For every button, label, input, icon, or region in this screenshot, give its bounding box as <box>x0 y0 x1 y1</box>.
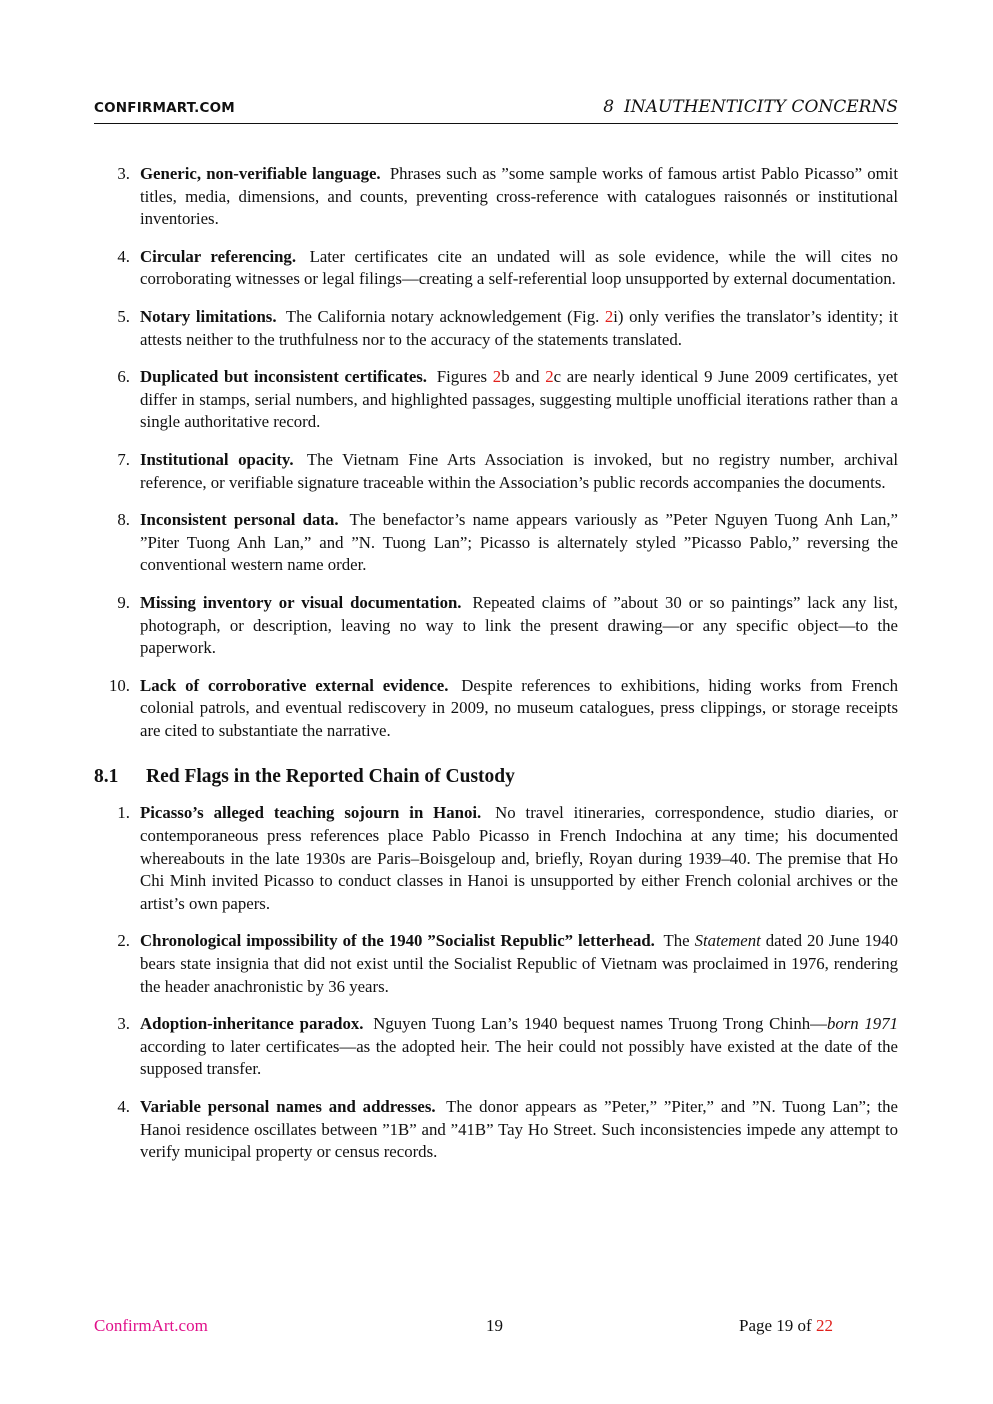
running-header <box>94 97 898 124</box>
header-section-name: INAUTHENTICITY CONCERNS <box>624 97 898 117</box>
list-item-number: 1. <box>117 803 130 823</box>
figure-link[interactable]: 2 <box>604 306 614 326</box>
list-item-text: c are nearly identical 9 June 2009 certificates, yet differ in stamps, serial numbers, and highlighted passages, suggesting multiple unofficial iterations rather than a single authoritative record. <box>140 367 898 432</box>
list-item-number: 2. <box>117 931 130 951</box>
footer-page-count <box>739 1316 833 1336</box>
list-item <box>94 802 898 915</box>
list-item-text: according to later certificates—as the adopted heir. The heir could not possibly have existed at the date of the supposed transfer. <box>140 1036 898 1079</box>
list-item-text: Despite references to exhibitions, hiding works from French colonial patrols, and eventual rediscovery in 2009, no museum catalogues, press clippings, or storage receipts are cited to substantiate the narrative. <box>140 675 898 740</box>
list-item-lead: Circular referencing. <box>140 246 297 266</box>
list-item-text: dated 20 June 1940 bears state insignia that did not exist until the Socialist Republic of Vietnam was proclaimed in 1976, rendering the header anachronistic by 36 years. <box>140 931 898 996</box>
list-item-lead: Notary limitations. <box>140 306 277 326</box>
list-item-text: The <box>663 931 695 951</box>
list-item-lead: Variable personal names and addresses. <box>140 1097 436 1116</box>
figure-link[interactable]: 2 <box>492 367 502 387</box>
list-item <box>94 509 898 577</box>
header-section-title <box>603 97 898 117</box>
figure-link[interactable]: 2 <box>545 367 554 387</box>
list-item-text: The California notary acknowledgement (Fig. <box>285 306 605 326</box>
list-item-text: The donor appears as ”Peter,” ”Piter,” and ”N. Tuong Lan”; the Hanoi residence oscillates between ”1B” and ”41B” Tay Ho Street. Such inconsistencies impede any attempt to verify municipal property or census records. <box>140 1097 898 1162</box>
list-item <box>94 163 898 231</box>
list-item-text: i) only verifies the translator’s identity; it attests neither to the truthfulness nor to the accuracy of the statements translated. <box>140 306 898 349</box>
list-item-number: 8. <box>117 510 130 530</box>
list-item <box>94 449 898 494</box>
list-item-lead: Inconsistent personal data. <box>140 510 339 530</box>
section-heading <box>94 764 898 790</box>
page-footer <box>94 1316 898 1340</box>
footer-page-total-link[interactable]: 22 <box>815 1316 833 1335</box>
list-item-text: Later certificates cite an undated will as sole evidence, while the will cites no corroborating witnesses or legal filings—creating a self-referential loop unsupported by external documentation. <box>140 246 898 289</box>
list-item <box>94 366 898 434</box>
list-item-lead: Institutional opacity. <box>140 449 294 469</box>
list-item-text: The benefactor’s name appears variously as ”Peter Nguyen Tuong Anh Lan,” ”Piter Tuong Anh Lan,” and ”N. Tuong Lan”; Picasso is alternately styled ”Picasso Pablo,” reversing the conventional western name order. <box>140 510 898 575</box>
list-item <box>94 675 898 743</box>
list-item-text: Figures <box>436 367 493 387</box>
list-item <box>94 246 898 291</box>
list-item-lead: Lack of corroborative external evidence. <box>140 675 449 695</box>
main-content <box>94 163 898 1179</box>
list-item-number: 6. <box>117 367 130 387</box>
section-number: 8.1 <box>94 766 119 788</box>
list-item-lead: Duplicated but inconsistent certificates. <box>140 367 428 387</box>
list-item-emphasis: Statement <box>694 931 761 951</box>
list-item-number: 4. <box>117 246 130 266</box>
list-item <box>94 592 898 660</box>
list-item-number: 3. <box>117 1014 130 1034</box>
list-item-lead: Missing inventory or visual documentation. <box>140 592 462 612</box>
list-item-text: Repeated claims of ”about 30 or so paintings” lack any list, photograph, or description, leaving no way to link the present drawing—or any specific object—to the paperwork. <box>140 592 899 658</box>
list-item-number: 5. <box>117 306 130 326</box>
list-item-lead: Generic, non-verifiable language. <box>140 164 381 183</box>
list-item-text: No travel itineraries, correspondence, studio diaries, or contemporaneous press references place Pablo Picasso in French Indochina at any time; his documented whereabouts in the late 1930s are Paris–Boisgeloup and, briefly, Royan during 1939–40. The premise that Ho Chi Minh invited Picasso to conduct classes in Hanoi is unsupported by either French colonial archives or the artist’s own papers. <box>140 803 899 913</box>
list-item-number: 9. <box>117 592 130 612</box>
list-item-text: Phrases such as ”some sample works of famous artist Pablo Picasso” omit titles, media, dimensions, and counts, preventing cross-reference with catalogues raisonnés or institutional inventories. <box>140 164 898 229</box>
list-item-text: b and <box>501 367 546 387</box>
list-item-text: The Vietnam Fine Arts Association is invoked, but no registry number, archival reference, or verifiable signature traceable within the Association’s public records accompanies the documents. <box>140 449 898 492</box>
list-item <box>94 930 898 998</box>
list-item <box>94 306 898 351</box>
list-item-lead: Adoption-inheritance paradox. <box>140 1014 364 1034</box>
header-section-number: 8 <box>603 97 615 117</box>
list-item-lead: Picasso’s alleged teaching sojourn in Hanoi. <box>140 803 482 823</box>
list-item <box>94 1096 898 1164</box>
list-item-emphasis: born 1971 <box>826 1014 898 1034</box>
list-item-text: Nguyen Tuong Lan’s 1940 bequest names Truong Trong Chinh— <box>373 1014 827 1034</box>
list-item-number: 10. <box>109 675 130 695</box>
footer-site-link[interactable]: ConfirmArt.com <box>94 1316 208 1335</box>
footer-page-prefix: Page 19 of <box>739 1316 816 1335</box>
list-item-number: 7. <box>117 449 130 469</box>
section-title: Red Flags in the Reported Chain of Custody <box>146 766 515 788</box>
list-item-lead: Chronological impossibility of the 1940 ”Socialist Republic” letterhead. <box>140 931 655 951</box>
list-item-number: 4. <box>117 1097 130 1116</box>
concerns-list <box>94 163 898 742</box>
header-logo: CONFIRMART.COM <box>94 100 235 116</box>
list-item <box>94 1013 898 1081</box>
list-item-number: 3. <box>117 164 130 183</box>
footer-page-number: 19 <box>486 1316 503 1335</box>
red-flags-list <box>94 802 898 1163</box>
